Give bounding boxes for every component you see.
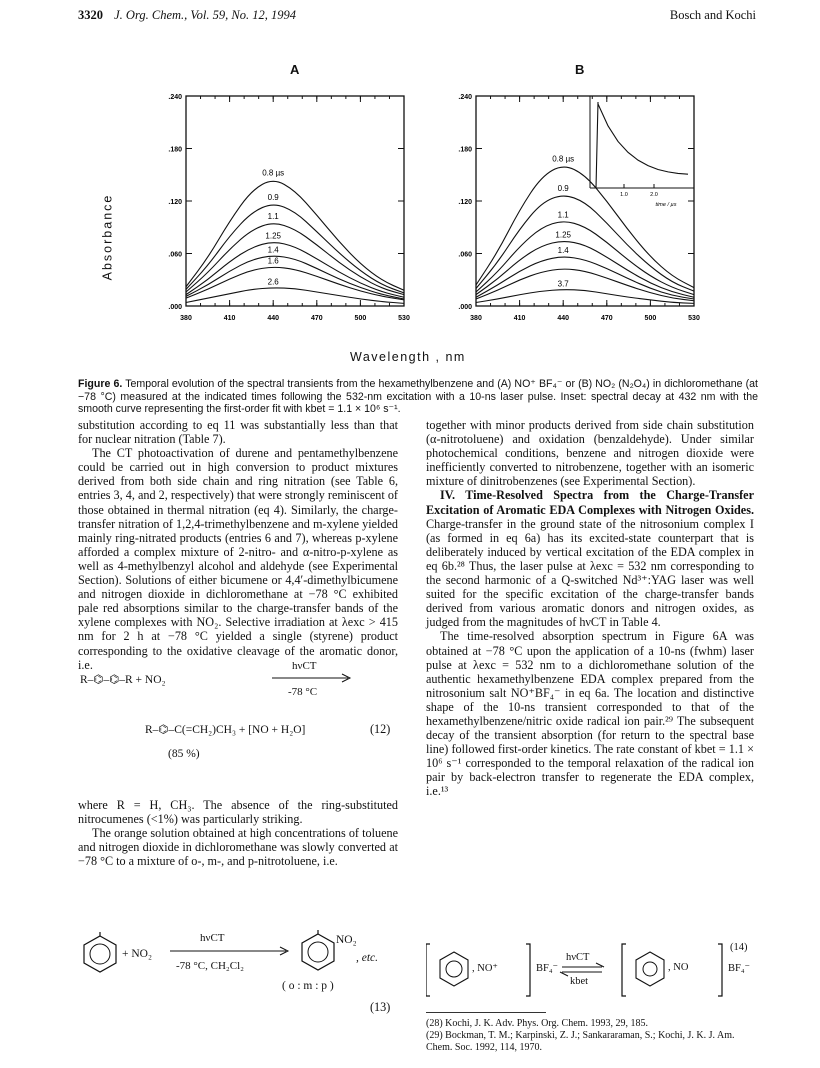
right-column (426, 418, 754, 799)
footnote-29: (29) Bockman, T. M.; Karpinski, Z. J.; Sankararaman, S.; Kochi, J. K. J. Am. Chem. Soc. 1992, 114, 1970. (426, 1030, 735, 1053)
eq12-arrow-bottom: -78 °C (288, 686, 318, 698)
x-tick-label: 500 (354, 315, 367, 322)
series-label: 0.8 µs (262, 168, 285, 178)
series-label: 1.25 (265, 231, 281, 241)
chart-panel-a (150, 88, 410, 333)
y-tick-label: .060 (168, 251, 182, 259)
y-axis-label: Absorbance (100, 193, 115, 281)
x-tick-label: 410 (223, 315, 236, 322)
y-tick-label: .000 (168, 304, 182, 311)
figure-caption-label: Figure 6. (78, 378, 123, 390)
paragraph-text: Charge-transfer in the ground state of the nitrosonium complex I (as formed in eq 6a) has its excited-state counterpart that is deliberately induced by vertical excitation of the EDA complex in eq 6b.²⁸ Thus, the laser pulse at λexc = 532 nm corresponding to the second harmonic of a Q-switched Nd³⁺:YAG laser was well suited for the specific excitation of the charge-transfer bands derived from various aromatic donors and nitrogen oxides, as judged from the magnitudes of hνCT in Table 4. (426, 516, 754, 630)
paragraph: together with minor products derived from side chain substitution (α-nitrotoluene) and oxidation (benzaldehyde). Under similar photochemical conditions, benzene and nitrogen dioxide were inefficiently converted to nitrobenzene, together with an isomeric mixture of dinitrobenzenes (see Experimental Section). (426, 418, 754, 489)
x-axis-label: Wavelength , nm (350, 350, 466, 364)
paragraph: substitution according to eq 11 was substantially less than that for nuclear nitration (Table 7). (78, 418, 398, 447)
x-tick-label: 440 (267, 315, 280, 322)
journal-citation: J. Org. Chem., Vol. 59, No. 12, 1994 (114, 8, 296, 22)
inset-x-label: time / µs (655, 202, 677, 208)
y-tick-label: .180 (458, 146, 472, 154)
inset-decay-curve (596, 102, 688, 188)
x-tick-label: 470 (310, 315, 323, 322)
left-column (78, 418, 398, 672)
series-label: 3.7 (557, 279, 569, 289)
series-label: 2.6 (267, 277, 279, 287)
eq13-arrow-top: hνCT (200, 932, 225, 944)
section-heading: IV. Time-Resolved Spectra from the Charge-Transfer Excitation of Aromatic EDA Complexes with Nitrogen Oxides. (426, 488, 754, 517)
x-tick-label: 500 (644, 315, 657, 322)
footnotes (426, 1018, 756, 1054)
eq14-left-species: , NO⁺ (472, 963, 498, 974)
series-label: 1.1 (267, 212, 279, 221)
series-line (476, 222, 694, 295)
eq13-product: NO₂ (336, 934, 357, 946)
series-label: 0.9 (557, 184, 569, 193)
y-tick-label: .060 (458, 251, 472, 259)
eq13-reactant: + NO₂ (122, 948, 152, 960)
y-tick-label: .120 (458, 199, 472, 206)
series-line (186, 288, 404, 303)
series-line (476, 196, 694, 291)
nitrotoluene-structure (298, 930, 338, 974)
eq13-number: (13) (370, 1000, 391, 1014)
eq13-etc: , etc. (356, 952, 379, 964)
x-tick-label: 380 (470, 315, 482, 322)
series-line (186, 205, 404, 293)
x-tick-label: 530 (398, 315, 410, 322)
y-tick-label: .240 (168, 94, 182, 101)
eq12-arrow (272, 673, 352, 683)
series-label: 1.6 (267, 256, 279, 266)
y-tick-label: .180 (168, 146, 182, 154)
eq14-arrow-bottom: kbet (570, 976, 589, 987)
x-tick-label: 380 (180, 315, 192, 322)
eq12-yield: (85 %) (168, 748, 200, 760)
eq14-arrow-top: hνCT (566, 952, 590, 963)
series-label: 1.25 (555, 230, 571, 240)
eq14-right-anion: BF₄⁻ (728, 963, 751, 974)
paragraph: The time-resolved absorption spectrum in Figure 6A was obtained at −78 °C upon the application of a 10-ns (fwhm) laser pulse at λexc = 532 nm to a dichloromethane solution of the authentic hexamethylbenzene EDA complex prepared from the nitrosonium salt NO⁺BF₄⁻ in eq 6a. The location and distinctive shape of the 10-ns transient corresponded to that of the hexamethylbenzene/nitric oxide radical ion pair.²⁹ The subsequent decay of the transient absorption (for return to the spectral base line) followed first-order kinetics. The rate constant of kbet = 1.1 × 10⁶ s⁻¹ corresponded to the temporal relaxation of the radical ion pair by back-electron transfer to regenerate the EDA complex, i.e.¹³ (426, 629, 754, 799)
eq12-arrow-top: hνCT (292, 660, 317, 672)
series-label: 1.1 (557, 210, 569, 220)
x-tick-label: 440 (557, 315, 570, 322)
left-column-lower (78, 798, 398, 868)
running-header-left (78, 8, 296, 23)
panel-a-label: A (290, 62, 300, 77)
series-label: 0.8 µs (552, 154, 575, 164)
figure-caption-text: Temporal evolution of the spectral transients from the hexamethylbenzene and (A) NO⁺ BF₄⁻ or (B) NO₂ (N₂O₄) in dichloromethane (at −78 °C) measured at the indicated times following the 532-nm excitation with a 10-ns laser pulse. Inset: spectral decay at 432 nm with the smooth curve representing the first-order fit with kbet = 1.1 × 10⁶ s⁻¹. (78, 378, 758, 415)
paragraph: The orange solution obtained at high concentrations of toluene and nitrogen dioxide in dichloromethane was slowly converted at −78 °C to a mixture of o-, m-, and p-nitrotoluene, i.e. (78, 826, 398, 869)
series-line (476, 257, 694, 299)
eq12-number: (12) (370, 722, 391, 736)
x-tick-label: 470 (600, 315, 613, 322)
eq14-left-anion: BF₄⁻ (536, 963, 559, 974)
series-label: 1.4 (267, 245, 279, 255)
plot-frame (186, 96, 404, 306)
series-line (186, 181, 404, 290)
benzene-ring-structure (80, 932, 120, 976)
footnote-rule (426, 1012, 546, 1013)
y-tick-label: .000 (458, 304, 472, 311)
eq13-ratio: ( o : m : p ) (282, 980, 334, 992)
eq13-arrow (170, 946, 290, 956)
footnote-28: (28) Kochi, J. K. Adv. Phys. Org. Chem. 1993, 29, 185. (426, 1018, 648, 1029)
eq14-number: (14) (730, 942, 748, 953)
chart-panel-b (440, 88, 700, 333)
eq13-arrow-bottom: -78 °C, CH₂Cl₂ (176, 960, 244, 972)
page-number: 3320 (78, 8, 103, 22)
inset-x-tick-label: 1.0 (620, 192, 628, 198)
series-label: 1.4 (557, 246, 569, 256)
panel-b-label: B (575, 62, 585, 77)
eq12-reactants: R–⌬–⌬–R + NO₂ (80, 674, 166, 686)
y-tick-label: .120 (168, 199, 182, 206)
x-tick-label: 410 (513, 315, 526, 322)
paragraph: where R = H, CH₃. The absence of the ring-substituted nitrocumenes (<1%) was particularly striking. (78, 798, 398, 827)
y-axis-label-wrap (100, 180, 130, 300)
eq14-right-species: , NO (668, 962, 689, 973)
inset-x-tick-label: 2.0 (650, 192, 658, 198)
series-label: 0.9 (267, 192, 279, 202)
section-paragraph (426, 488, 754, 629)
y-tick-label: .240 (458, 94, 472, 101)
running-header-authors: Bosch and Kochi (669, 8, 756, 22)
paragraph: The CT photoactivation of durene and pentamethylbenzene could be carried out in high conversion to product mixtures derived from both side chain and ring nitration (see Table 6, entries 3, 4, and 2, respectively) that were strongly reminiscent of those obtained in thermal nitration (eq 4). Similarly, the charge-transfer nitration of 1,2,4-trimethylbenzene and m-xylene yielded mainly ring-nitrated products (entries 6 and 7), whereas p-xylene afforded a complex mixture of 2-nitro- and α-nitro-p-xylene as well as 4-methylbenzyl alcohol and aldehyde (see Experimental Section). Solutions of either bicumene or 4,4′-dimethylbicumene and nitrogen dioxide in dichloromethane at −78 °C exhibited pale red absorptions similar to the charge-transfer bands of the xylene complexes with NO₂. Selective irradiation at λexc > 415 nm for 2 h at −78 °C yielded a single (styrene) product corresponding to the oxidative cleavage of the aromatic donor, i.e. (78, 446, 398, 672)
series-line (476, 242, 694, 298)
figure-caption (78, 378, 758, 416)
x-tick-label: 530 (688, 315, 700, 322)
eq12-products: R–⌬–C(=CH₂)CH₃ + [NO + H₂O] (145, 724, 306, 736)
